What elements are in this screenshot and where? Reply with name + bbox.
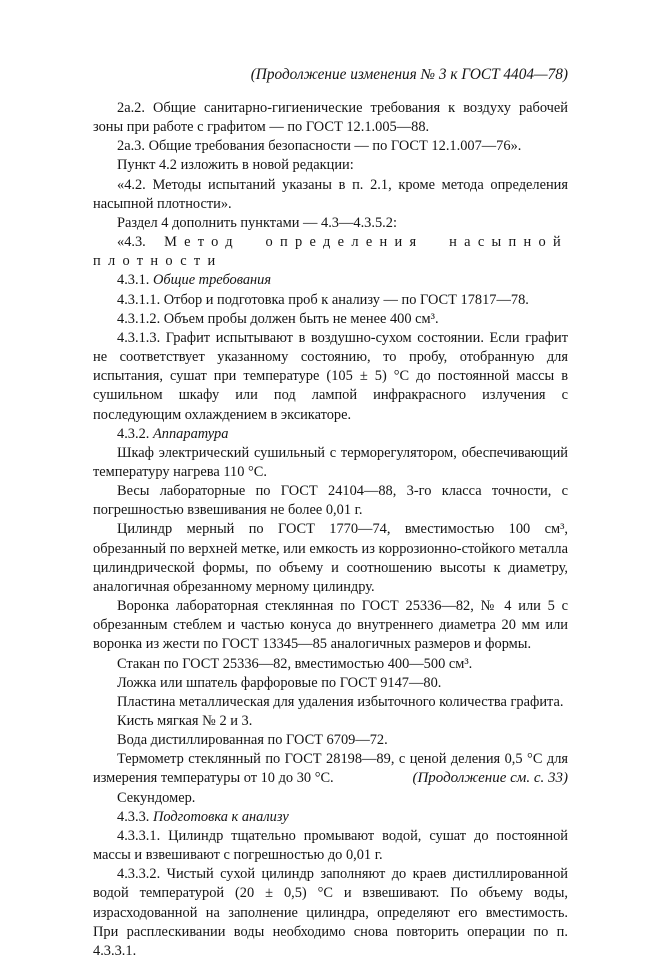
paragraph: Кисть мягкая № 2 и 3. [117,713,253,729]
subsection-title: Аппаратура [153,425,229,442]
section-number: «4.3. [117,234,146,251]
section-heading [93,233,568,271]
paragraph: Цилиндр мерный по ГОСТ 1770—74, вместимостью 100 см³, обрезанный по верхней метке, или емкость из коррозионно-стойкого металла цилиндрической формы, по объему и соотношению высоты к диаметру, аналогичная обрезанному мерному цилиндру. [93,521,568,595]
paragraph: Шкаф электрический сушильный с терморегулятором, обеспечивающий температуру нагрева 110 °С. [93,444,568,480]
paragraph: «4.2. Методы испытаний указаны в п. 2.1, кроме метода определения насыпной плотности». [93,176,568,212]
subsection-heading [93,425,568,444]
paragraph: Вода дистиллированная по ГОСТ 6709—72. [117,732,388,749]
section-title: Метод определения насыпной плотности [93,234,568,270]
paragraph: Термометр стеклянный по ГОСТ 28198—89, с ценой деления 0,5 °С для измерения температуры от 10 до 30 °С. [93,751,568,787]
subsection-number: 4.3.1. [117,272,150,289]
paragraph: 4.3.3.1. Цилиндр тщательно промывают водой, сушат до постоянной массы и взвешивают с погрешностью до 0,01 г. [93,827,568,864]
subsection-number: 4.3.2. [117,425,150,442]
paragraph: 2а.3. Общие требования безопасности — по ГОСТ 12.1.007—76». [117,138,522,155]
paragraph: 2а.2. Общие санитарно-гигиенические требования к воздуху рабочей зоны при работе с графитом — по ГОСТ 12.1.005—88. [93,100,568,136]
paragraph: 4.3.3.2. Чистый сухой цилиндр заполняют до краев дистиллированной водой температурой (20 ± 0,5) °С и взвешивают. По объему воды, израсходованной на заполнение цилиндра, определяют его вместимость. При расплескивании воды необходимо снова повторить операции по п. 4.3.3.1. [93,866,568,959]
paragraph: 4.3.1.3. Графит испытывают в воздушно-сухом состоянии. Если графит не соответствует указанному состоянию, то пробу, отобранную для испытания, сушат при температуре (105 ± 5) °С до постоянной массы в сушильном шкафу или под лампой инфракрасного излучения с последующим охлаждением в эксикаторе. [93,329,568,423]
subsection-title: Подготовка к анализу [153,808,289,825]
paragraph: 4.3.1.2. Объем пробы должен быть не менее 400 см³. [117,310,439,327]
paragraph: Весы лабораторные по ГОСТ 24104—88, 3-го класса точности, с погрешностью взвешивания не более 0,01 г. [93,483,568,519]
continuation-header: (Продолжение изменения № 3 к ГОСТ 4404—78) [250,66,568,83]
subsection-title: Общие требования [153,272,272,289]
subsection-heading [93,271,568,290]
continuation-footer: (Продолжение см. с. 33) [412,770,568,786]
paragraph: 4.3.1.1. Отбор и подготовка проб к анализу — по ГОСТ 17817—78. [117,291,529,308]
paragraph: Ложка или шпатель фарфоровые по ГОСТ 9147—80. [117,674,442,691]
paragraph: Пункт 4.2 изложить в новой редакции: [117,157,354,174]
paragraph: Раздел 4 дополнить пунктами — 4.3—4.3.5.2: [117,214,397,231]
subsection-number: 4.3.3. [117,808,150,825]
paragraph: Воронка лабораторная стеклянная по ГОСТ 25336—82, № 4 или 5 с обрезанным стеблем и частью конуса до внутреннего диаметра 20 мм или воронка из жести по ГОСТ 13345—85 аналогичных размеров и формы. [93,598,568,653]
subsection-heading [93,808,568,827]
paragraph: Секундомер. [117,789,196,806]
paragraph: Стакан по ГОСТ 25336—82, вместимостью 400—500 см³. [117,655,473,672]
paragraph: Пластина металлическая для удаления избыточного количества графита. [117,693,564,710]
document-body [93,99,568,961]
